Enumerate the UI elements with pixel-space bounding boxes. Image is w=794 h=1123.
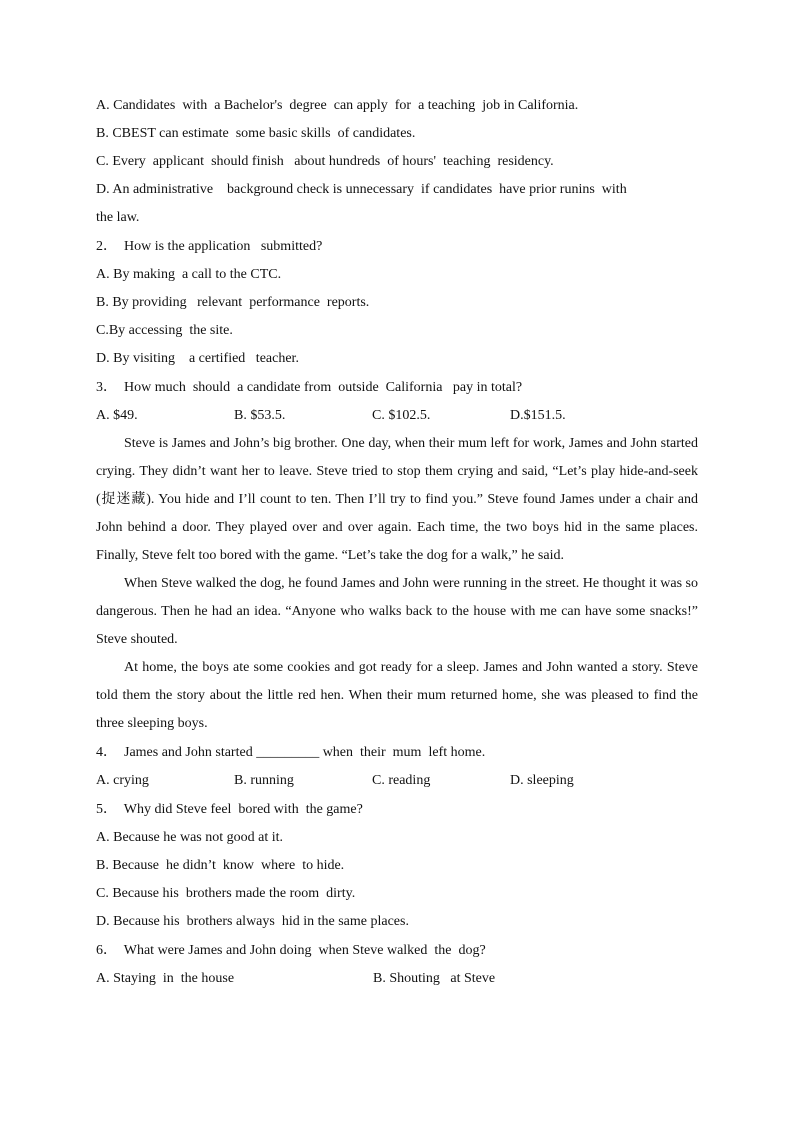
q4-option-d: D. sleeping (510, 773, 574, 788)
q5-option-c: C. Because his brothers made the room dirty. (96, 886, 356, 901)
q3-option-b: B. $53.5. (234, 408, 286, 423)
q4-option-a: A. crying (96, 773, 149, 788)
question-3 (96, 373, 698, 430)
question-1-options (96, 92, 698, 232)
q2-stem: 2． How is the application submitted? (96, 239, 323, 254)
q2-option-b: B. By providing relevant performance reports. (96, 295, 370, 310)
q3-option-a: A. $49. (96, 408, 138, 423)
question-6 (96, 936, 698, 993)
q3-stem: 3． How much should a candidate from outside California pay in total? (96, 380, 523, 395)
q1-option-c: C. Every applicant should finish about hundreds of hours' teaching residency. (96, 154, 554, 169)
q5-option-a: A. Because he was not good at it. (96, 830, 284, 845)
q4-option-b: B. running (234, 773, 294, 788)
reading-passage (96, 430, 698, 738)
q3-option-c: C. $102.5. (372, 408, 431, 423)
q4-option-c: C. reading (372, 773, 431, 788)
q3-options (96, 402, 698, 430)
q6-stem: 6． What were James and John doing when Steve walked the dog? (96, 943, 486, 958)
q1-option-d-cont: the law. (96, 210, 140, 225)
q1-option-b: B. CBEST can estimate some basic skills of candidates. (96, 126, 416, 141)
question-5 (96, 795, 698, 936)
q5-option-b: B. Because he didn’t know where to hide. (96, 858, 345, 873)
q6-option-a: A. Staying in the house (96, 971, 235, 986)
q2-option-c: C.By accessing the site. (96, 323, 233, 338)
question-2 (96, 232, 698, 373)
q5-stem: 5． Why did Steve feel bored with the game? (96, 802, 363, 817)
q4-stem: 4． James and John started _________ when their mum left home. (96, 745, 486, 760)
passage-paragraph-3: At home, the boys ate some cookies and got ready for a sleep. James and John wanted a story. Steve told them the story about the little red hen. When their mum returned home, she was pleased to find the three sleeping boys. (96, 660, 698, 731)
q6-option-b: B. Shouting at Steve (373, 971, 496, 986)
passage-paragraph-1: Steve is James and John’s big brother. One day, when their mum left for work, James and John started crying. They didn’t want her to leave. Steve tried to stop them crying and said, “Let’s play hide-and-seek (捉迷藏). You hide and I’ll count to ten. Then I’ll try to find you.” Steve found James under a chair and John behind a door. They played over and over again. Each time, the two boys hid in the same places. Finally, Steve felt too bored with the game. “Let’s take the dog for a walk,” he said. (96, 436, 698, 563)
q2-option-a: A. By making a call to the CTC. (96, 267, 282, 282)
document-page (96, 92, 698, 993)
q6-options (96, 965, 698, 993)
passage-paragraph-2: When Steve walked the dog, he found James and John were running in the street. He thought it was so dangerous. Then he had an idea. “Anyone who walks back to the house with me can have some snacks!” Steve shouted. (96, 576, 698, 647)
q1-option-a: A. Candidates with a Bachelor's degree can apply for a teaching job in California. (96, 98, 579, 113)
q4-options (96, 767, 698, 795)
q3-option-d: D.$151.5. (510, 408, 566, 423)
q1-option-d: D. An administrative background check is unnecessary if candidates have prior runins with (96, 182, 627, 197)
question-4 (96, 738, 698, 795)
q5-option-d: D. Because his brothers always hid in the same places. (96, 914, 409, 929)
q2-option-d: D. By visiting a certified teacher. (96, 351, 299, 366)
